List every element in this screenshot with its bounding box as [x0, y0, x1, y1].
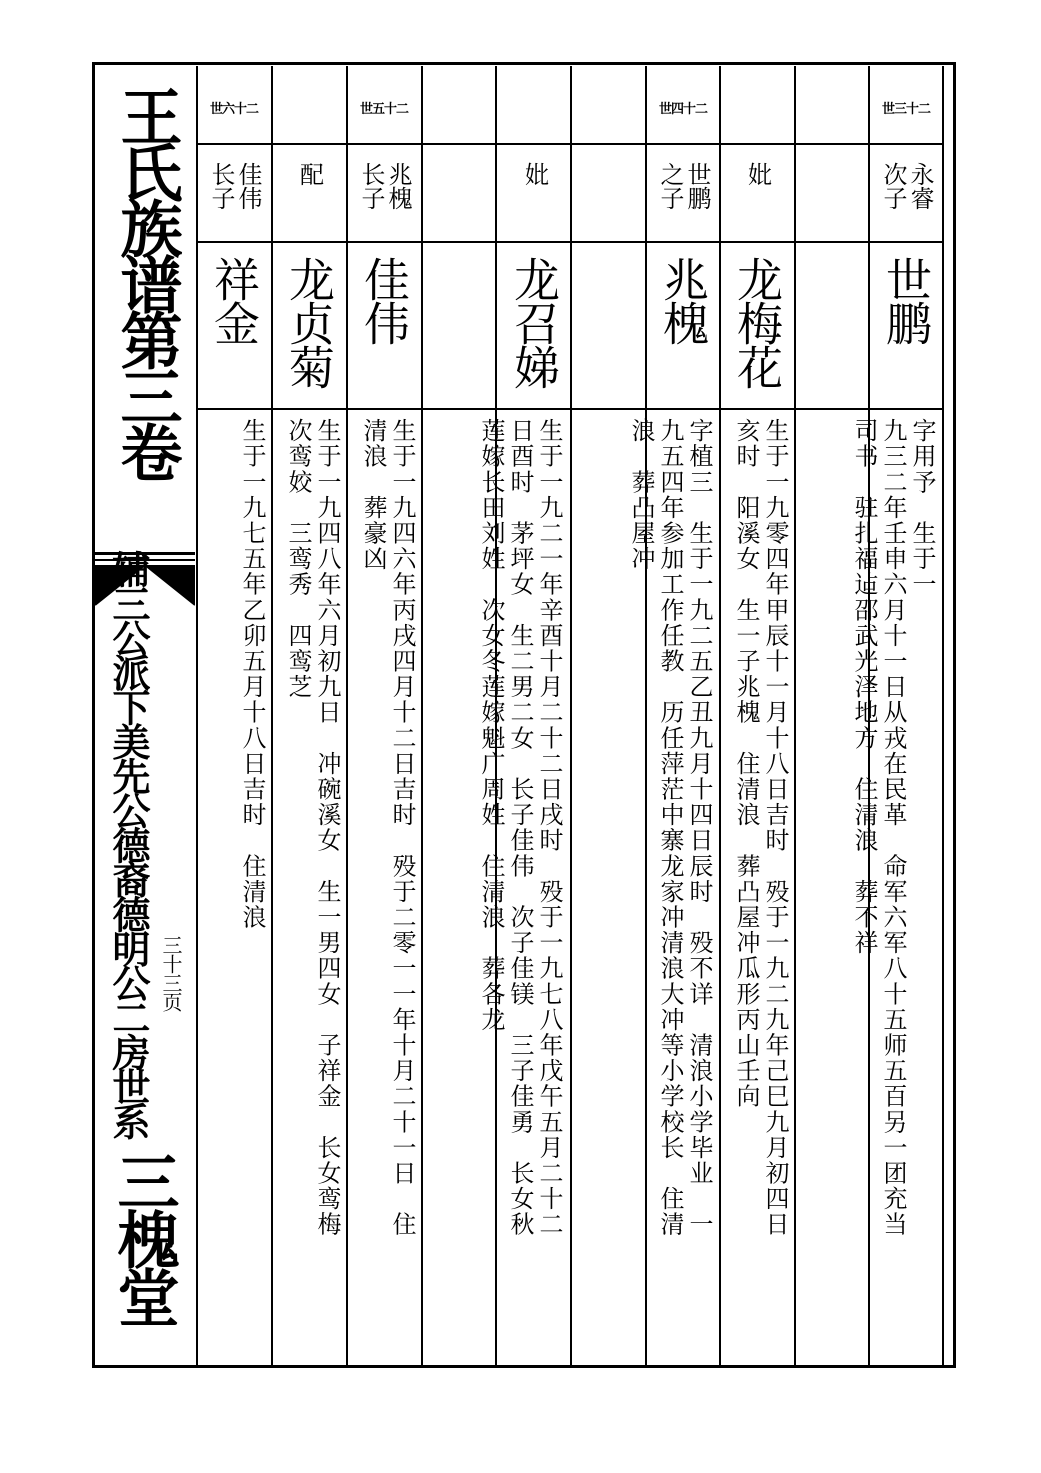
name-text: 兆槐 [656, 256, 710, 344]
name-text: 佳伟 [357, 256, 411, 344]
name-text: 祥金 [207, 256, 261, 344]
biography [476, 418, 563, 1358]
name-text: 龙召娣 [507, 256, 561, 388]
relation-line: 妣 [520, 162, 549, 186]
relation [720, 162, 794, 186]
relation-line: 次子 [879, 162, 907, 210]
bio-line: 生于一九四六年丙戌四月十二日吉时 殁于二零一一年十月二十一日 住 [388, 418, 416, 1238]
bio-line: 生于一九七五年乙卯五月十八日吉时 住清浪 [238, 418, 266, 930]
bio-line: 司书 驻扎福迠邵武光泽地方 住清浪 葬不祥 [850, 418, 878, 956]
relation [272, 162, 346, 186]
relation-line: 长子 [357, 162, 385, 210]
entry-xiangjin [197, 66, 271, 1365]
relation [197, 162, 271, 210]
person-name [347, 256, 421, 344]
bio-line: 九三二年壬申六月十一日从戎在民革 命军六军八十五师五百另一团充当 [879, 418, 907, 1238]
bio-line: 亥时 阳溪女 生一子兆槐 住清浪 葬凸屋冲瓜形丙山壬向 [732, 418, 760, 1110]
bio-line: 字用予 生于一 [908, 418, 936, 598]
relation-line: 佳伟 [234, 162, 262, 210]
entry-longzhenju [272, 66, 346, 1365]
bio-line: 日酉时 茅坪女 生二男二女 长子佳伟 次子佳镁 三子佳勇 长女秋 [506, 418, 534, 1238]
book-title: 王氏族谱第三卷 [110, 85, 183, 477]
relation-line: 长子 [207, 162, 235, 210]
bio-line: 生于一九四八年六月初九日 冲碗溪女 生一男四女 子祥金 长女鸾梅 [313, 418, 341, 1238]
generation-label: 世四十二 [658, 102, 707, 117]
entry-shipeng-bio [795, 66, 941, 1365]
name-text: 世鹏 [879, 256, 933, 344]
relation-line: 世鹏 [683, 162, 711, 210]
biography [358, 418, 416, 1358]
name-text: 龙梅花 [730, 256, 784, 388]
person-name [197, 256, 271, 344]
bio-line: 次鸾姣 三鸾秀 四鸾芝 [284, 418, 312, 700]
generation-label: 世六十二 [209, 102, 258, 117]
person-name [720, 256, 794, 388]
biography [283, 418, 341, 1358]
bio-line: 字植三 生于一九二五乙丑九月十四日辰时 殁不详 清浪小学毕业 一 [685, 418, 713, 1238]
name-text: 龙贞菊 [282, 256, 336, 388]
hall-name: 三槐堂 [107, 1150, 180, 1324]
entry-jiawei [347, 66, 421, 1365]
page-number: 三十三页 [159, 935, 183, 1011]
relation [347, 162, 421, 210]
relation-line: 永睿 [906, 162, 934, 210]
bio-line: 生于一九二一年辛酉十月二十二日戌时 殁于一九七八年戊午五月二十二 [535, 418, 563, 1238]
entry-longmeihua [720, 66, 794, 1365]
bio-line: 九五四年参加工作任教 历任萍茫中寨龙家冲清浪大冲等小学校长 住清 [656, 418, 684, 1238]
lineage-subtitle: 辅三公派下美先公德裔德明公二房世系 [106, 550, 151, 1137]
biography [626, 418, 713, 1358]
generation-label: 世五十二 [359, 102, 408, 117]
relation-line: 妣 [743, 162, 772, 186]
relation-line: 兆槐 [384, 162, 412, 210]
bio-line: 浪 葬凸屋冲 [627, 418, 655, 572]
bio-line: 清浪 葬豪凶 [359, 418, 387, 572]
biography [849, 418, 936, 1358]
biography [731, 418, 789, 1358]
entry-longzhaoti-bio [422, 66, 568, 1365]
bio-line: 莲嫁长田刘姓 次女冬莲嫁魁广周姓 住清浪 葬各龙 [477, 418, 505, 1033]
relation-line: 配 [295, 162, 324, 186]
generation-label: 世三十二 [881, 102, 930, 117]
bio-line: 生于一九零四年甲辰十一月十八日吉时 殁于一九二九年己巳九月初四日 [761, 418, 789, 1238]
relation-line: 之子 [656, 162, 684, 210]
person-name [272, 256, 346, 388]
biography [237, 418, 266, 1358]
entry-zhaohuai-bio [572, 66, 718, 1365]
